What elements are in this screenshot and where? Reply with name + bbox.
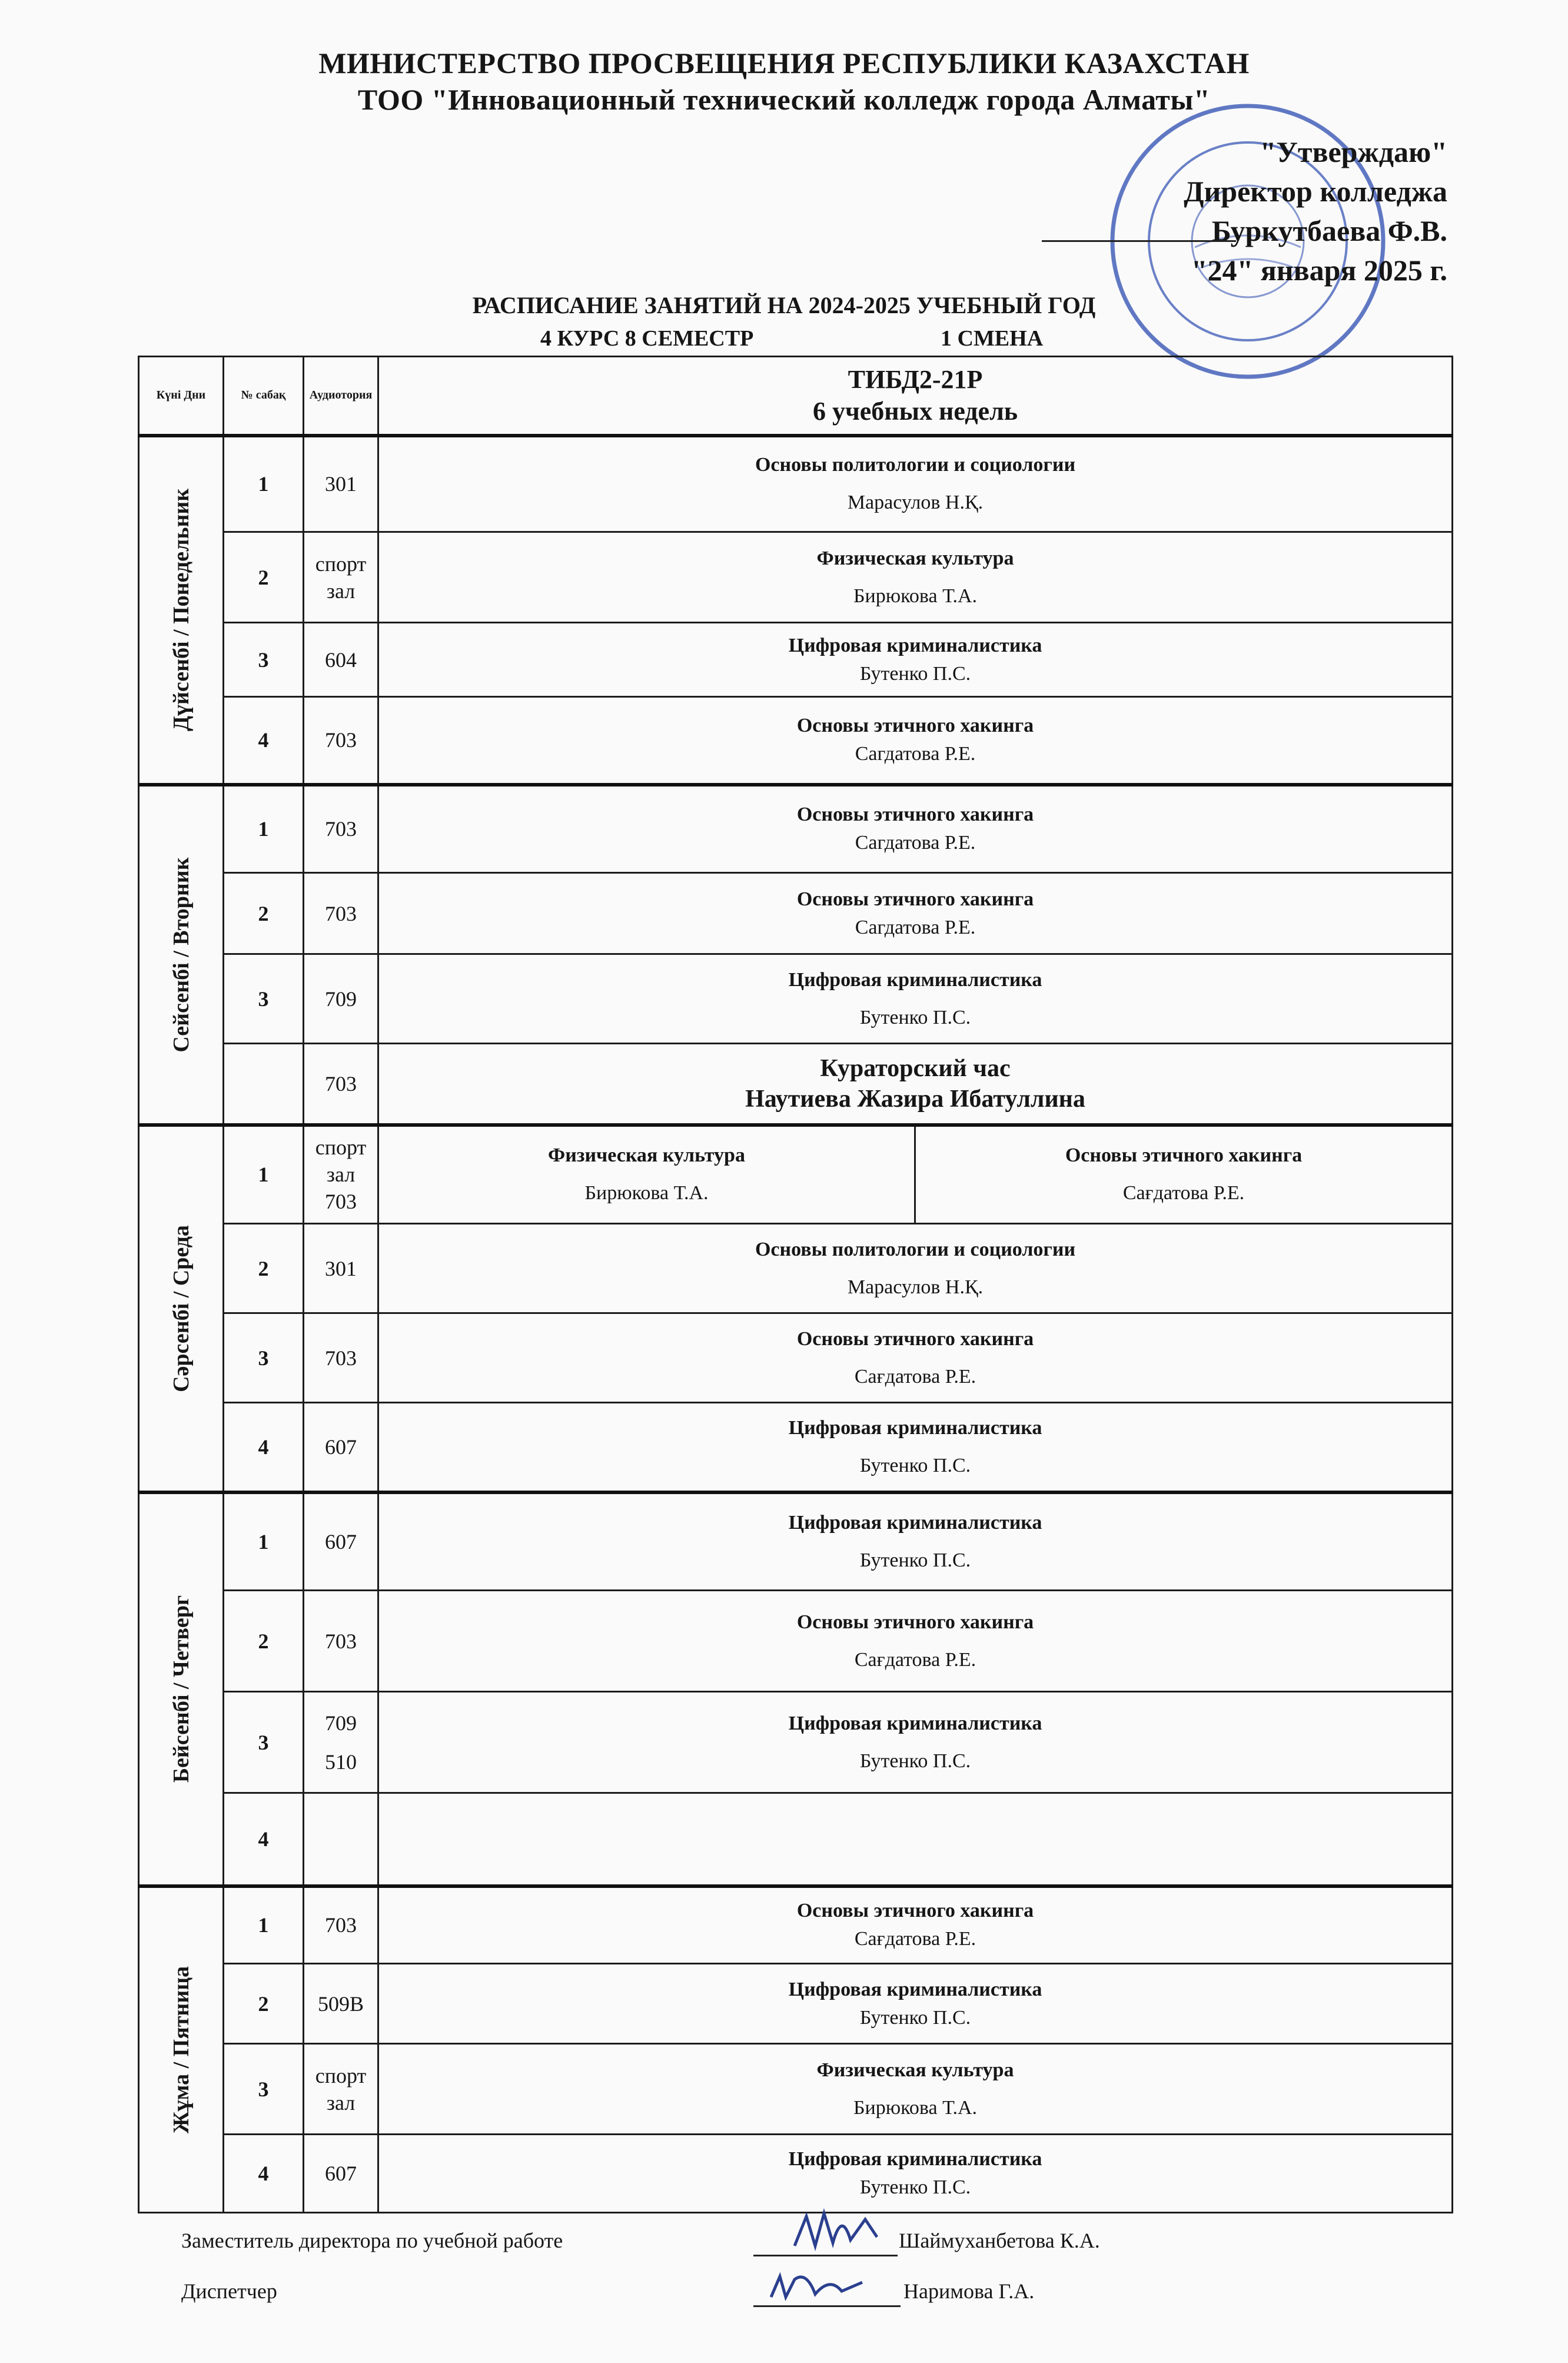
lesson-cell bbox=[378, 2135, 1453, 2213]
teacher: Сагдатова Р.Е. bbox=[855, 743, 976, 765]
teacher: Сагдатова Р.Е. bbox=[855, 916, 976, 938]
lesson-number: 1 bbox=[224, 1125, 304, 1224]
col-room-header: Аудиотория bbox=[304, 357, 378, 436]
table-row bbox=[139, 785, 1453, 873]
table-row bbox=[139, 1692, 1453, 1793]
room: 607 bbox=[304, 2135, 378, 2213]
subject: Цифровая криминалистика bbox=[788, 2148, 1042, 2170]
teacher: Марасулов Н.Қ. bbox=[847, 1276, 984, 1298]
lesson-number: 3 bbox=[224, 954, 304, 1044]
subject: Основы политологии и социологии bbox=[755, 1238, 1076, 1260]
lesson-number bbox=[224, 1044, 304, 1125]
lesson-cell bbox=[378, 954, 1453, 1044]
teacher: Сағдатова Р.Е. bbox=[1122, 1182, 1245, 1204]
course-label: 4 КУРС 8 СЕМЕСТР bbox=[540, 326, 754, 351]
lesson-number: 3 bbox=[224, 1313, 304, 1403]
subject: Физическая культура bbox=[548, 1144, 745, 1167]
room-name: спорт зал bbox=[315, 1136, 367, 1187]
lesson-cell-empty bbox=[378, 1793, 1453, 1886]
schedule-table bbox=[138, 356, 1453, 2213]
teacher: Бутенко П.С. bbox=[859, 662, 971, 685]
lesson-cell bbox=[378, 1403, 1453, 1492]
teacher: Бутенко П.С. bbox=[859, 1549, 971, 1571]
ministry-title: МИНИСТЕРСТВО ПРОСВЕЩЕНИЯ РЕСПУБЛИКИ КАЗАХСТАН bbox=[318, 47, 1250, 79]
day-monday: Дүйсенбі / Понедельник bbox=[139, 436, 224, 785]
day-wednesday: Сәрсенбі / Среда bbox=[139, 1125, 224, 1492]
lesson-cell-subgroup-a bbox=[378, 1125, 915, 1224]
teacher: Бутенко П.С. bbox=[859, 2176, 971, 2198]
signature-line bbox=[1042, 240, 1236, 242]
lesson-cell bbox=[378, 1492, 1453, 1591]
subject: Основы политологии и социологии bbox=[755, 454, 1076, 476]
table-row bbox=[139, 1492, 1453, 1591]
room: 703 bbox=[304, 1886, 378, 1964]
subject: Цифровая криминалистика bbox=[788, 1511, 1042, 1534]
lesson-cell bbox=[378, 785, 1453, 873]
approval-name: Буркутбаева Ф.В. bbox=[1211, 214, 1447, 247]
lesson-cell bbox=[378, 1964, 1453, 2044]
subject: Цифровая криминалистика bbox=[788, 1978, 1042, 2000]
approval-label: "Утверждаю" bbox=[1260, 135, 1447, 168]
teacher: Наутиева Жазира Ибатуллина bbox=[745, 1085, 1085, 1113]
deputy-name: Шаймуханбетова К.А. bbox=[899, 2229, 1100, 2252]
table-row bbox=[139, 873, 1453, 954]
lesson-number: 4 bbox=[224, 697, 304, 785]
deputy-title: Заместитель директора по учебной работе bbox=[181, 2229, 563, 2252]
room: 703 bbox=[304, 1591, 378, 1692]
table-row bbox=[139, 623, 1453, 697]
table-row bbox=[139, 532, 1453, 623]
table-row bbox=[139, 1313, 1453, 1403]
room: 703 bbox=[304, 785, 378, 873]
subject: Цифровая криминалистика bbox=[788, 1712, 1042, 1734]
room: 604 bbox=[304, 623, 378, 697]
table-row bbox=[139, 1964, 1453, 2044]
lesson-cell bbox=[378, 1313, 1453, 1403]
teacher: Сагдатова Р.Е. bbox=[855, 832, 976, 854]
col-day-header: Күні Дни bbox=[139, 357, 224, 436]
room-name: 703 bbox=[325, 1190, 357, 1214]
weeks-label: 6 учебных недель bbox=[812, 396, 1018, 426]
table-row bbox=[139, 1044, 1453, 1125]
table-row bbox=[139, 1886, 1453, 1964]
teacher: Бирюкова Т.А. bbox=[853, 585, 978, 607]
lesson-number: 4 bbox=[224, 1793, 304, 1886]
teacher: Бирюкова Т.А. bbox=[584, 1182, 709, 1204]
subject: Основы этичного хакинга bbox=[796, 1327, 1034, 1350]
lesson-number: 1 bbox=[224, 1886, 304, 1964]
table-row bbox=[139, 2135, 1453, 2213]
approval-position: Директор колледжа bbox=[1184, 175, 1447, 208]
lesson-number: 2 bbox=[224, 1591, 304, 1692]
lesson-cell bbox=[378, 1224, 1453, 1313]
subject: Цифровая криминалистика bbox=[788, 634, 1042, 656]
lesson-number: 4 bbox=[224, 2135, 304, 2213]
subject: Основы этичного хакинга bbox=[796, 715, 1034, 737]
lesson-cell bbox=[378, 623, 1453, 697]
lesson-number: 1 bbox=[224, 1492, 304, 1591]
lesson-number: 2 bbox=[224, 873, 304, 954]
table-row bbox=[139, 697, 1453, 785]
teacher: Марасулов Н.Қ. bbox=[847, 492, 984, 514]
lesson-number: 3 bbox=[224, 2044, 304, 2135]
teacher: Бутенко П.С. bbox=[859, 1750, 971, 1772]
lesson-cell bbox=[378, 1692, 1453, 1793]
subject: Основы этичного хакинга bbox=[796, 804, 1034, 826]
col-num-header: № сабақ bbox=[224, 357, 304, 436]
lesson-number: 2 bbox=[224, 532, 304, 623]
room: 301 bbox=[304, 436, 378, 532]
dispatcher-title: Диспетчер bbox=[181, 2279, 277, 2303]
teacher: Сағдатова Р.Е. bbox=[854, 1648, 976, 1671]
schedule-title: РАСПИСАНИЕ ЗАНЯТИЙ НА 2024-2025 УЧЕБНЫЙ ГОД bbox=[472, 292, 1096, 318]
group-header bbox=[378, 357, 1453, 436]
college-name: ТОО "Инновационный технический колледж города Алматы" bbox=[357, 83, 1211, 116]
lesson-number: 3 bbox=[224, 1692, 304, 1793]
subject: Цифровая криминалистика bbox=[788, 968, 1042, 991]
lesson-cell-subgroup-b bbox=[915, 1125, 1453, 1224]
table-row bbox=[139, 1403, 1453, 1492]
room: спорт зал bbox=[304, 532, 378, 623]
room bbox=[304, 1793, 378, 1886]
lesson-cell bbox=[378, 1886, 1453, 1964]
shift-label: 1 СМЕНА bbox=[941, 326, 1044, 351]
group-name: ТИБД2-21Р bbox=[848, 364, 983, 394]
lesson-cell bbox=[378, 1591, 1453, 1692]
deputy-signature bbox=[783, 2205, 901, 2258]
room: 709 bbox=[304, 954, 378, 1044]
lesson-number: 1 bbox=[224, 785, 304, 873]
table-row bbox=[139, 1125, 1453, 1224]
lesson-cell bbox=[378, 697, 1453, 785]
room bbox=[304, 1125, 378, 1224]
lesson-cell bbox=[378, 1044, 1453, 1125]
teacher: Бутенко П.С. bbox=[859, 1454, 971, 1476]
approval-date: "24" января 2025 г. bbox=[1191, 254, 1447, 287]
day-friday: Жұма / Пятница bbox=[139, 1886, 224, 2213]
table-row bbox=[139, 2044, 1453, 2135]
room bbox=[304, 1692, 378, 1793]
room: 607 bbox=[304, 1492, 378, 1591]
room: 703 bbox=[304, 873, 378, 954]
table-row bbox=[139, 436, 1453, 532]
table-row bbox=[139, 1591, 1453, 1692]
room: 703 bbox=[304, 1313, 378, 1403]
teacher: Сағдатова Р.Е. bbox=[854, 1928, 976, 1950]
day-tuesday: Сейсенбі / Вторник bbox=[139, 785, 224, 1125]
table-header-row bbox=[139, 357, 1453, 436]
lesson-cell bbox=[378, 436, 1453, 532]
teacher: Бирюкова Т.А. bbox=[853, 2096, 978, 2119]
teacher: Бутенко П.С. bbox=[859, 2006, 971, 2029]
lesson-number: 2 bbox=[224, 1964, 304, 2044]
lesson-number: 2 bbox=[224, 1224, 304, 1313]
subject: Основы этичного хакинга bbox=[796, 1900, 1034, 1922]
lesson-cell bbox=[378, 873, 1453, 954]
subject: Цифровая криминалистика bbox=[788, 1416, 1042, 1439]
table-row bbox=[139, 1793, 1453, 1886]
room-name: 510 bbox=[325, 1750, 357, 1774]
lesson-cell bbox=[378, 532, 1453, 623]
room: 607 bbox=[304, 1403, 378, 1492]
teacher: Бутенко П.С. bbox=[859, 1006, 971, 1028]
teacher: Сағдатова Р.Е. bbox=[854, 1365, 976, 1388]
subject: Основы этичного хакинга bbox=[796, 1611, 1034, 1633]
subject: Кураторский час bbox=[820, 1054, 1011, 1082]
room: 301 bbox=[304, 1224, 378, 1313]
lesson-number: 4 bbox=[224, 1403, 304, 1492]
room: 703 bbox=[304, 1044, 378, 1125]
dispatcher-signature bbox=[759, 2268, 877, 2309]
room: 509В bbox=[304, 1964, 378, 2044]
approval-block bbox=[1184, 132, 1447, 290]
lesson-cell bbox=[378, 2044, 1453, 2135]
subject: Физическая культура bbox=[816, 547, 1014, 569]
subject: Физическая культура bbox=[816, 2059, 1014, 2081]
lesson-number: 3 bbox=[224, 623, 304, 697]
dispatcher-name: Наримова Г.А. bbox=[903, 2279, 1035, 2303]
lesson-number: 1 bbox=[224, 436, 304, 532]
room: 703 bbox=[304, 697, 378, 785]
room-name: 709 bbox=[325, 1711, 357, 1735]
table-row bbox=[139, 954, 1453, 1044]
room: спорт зал bbox=[304, 2044, 378, 2135]
subject: Основы этичного хакинга bbox=[796, 888, 1034, 910]
table-row bbox=[139, 1224, 1453, 1313]
day-thursday: Бейсенбі / Четверг bbox=[139, 1492, 224, 1886]
subject: Основы этичного хакинга bbox=[1065, 1144, 1303, 1167]
